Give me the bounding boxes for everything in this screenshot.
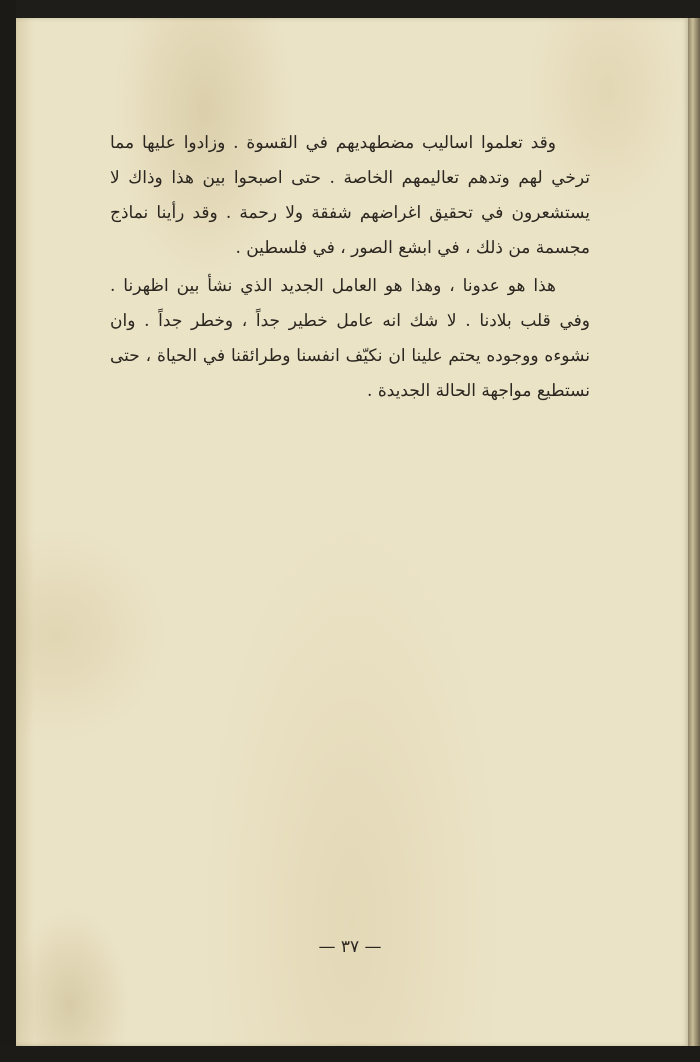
- scan-background-bottom: [0, 1046, 700, 1062]
- book-page-edge: [688, 18, 700, 1046]
- paragraph-2: هذا هو عدونا ، وهذا هو العامل الجديد الذي نشأ بين اظهرنا . وفي قلب بلادنا . لا شك انه عامل خطير جداً ، وخطر جداً . وان نشوءه ووجوده يحتم علينا ان نكيّف انفسنا وطرائقنا في الحياة ، حتى نستطيع مواجهة الحالة الجديدة .: [110, 276, 590, 401]
- paragraph-1: وقد تعلموا اساليب مضطهديهم في القسوة . وزادوا عليها مما ترخي لهم وتدهم تعاليمهم الخاصة . حتى اصبحوا بين هذا وذاك لا يستشعرون في تحقيق اغراضهم شفقة ولا رحمة . وقد رأينا نماذج مجسمة من ذلك ، في ابشع الصور ، في فلسطين .: [110, 133, 590, 258]
- scan-background-left: [0, 0, 16, 1062]
- scan-background-top: [0, 0, 700, 20]
- page-number: — ٣٧ —: [318, 937, 382, 957]
